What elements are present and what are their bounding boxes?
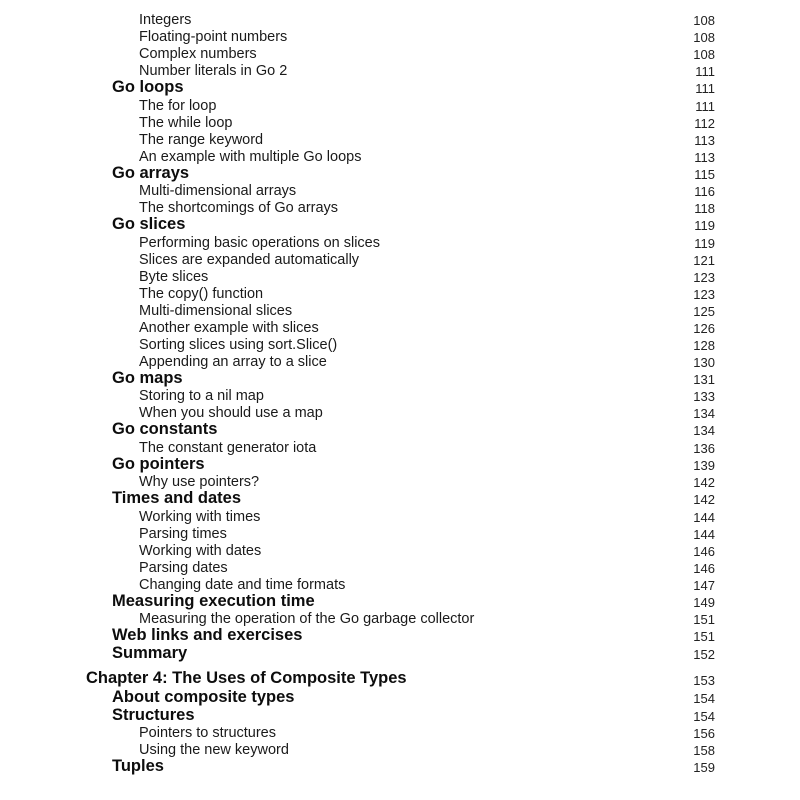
toc-subsection-entry [0,610,800,627]
toc-subsection-entry [0,724,800,741]
toc-entry-page-number: 121 [693,252,715,268]
toc-subsection-entry [0,199,800,216]
toc-entry-title: Slices are expanded automatically [139,251,360,268]
toc-entry-page-number: 123 [693,286,715,302]
toc-subsection-entry [0,439,800,456]
toc-subsection-entry [0,353,800,370]
toc-subsection-entry [0,11,800,28]
toc-entry-page-number: 154 [693,708,715,724]
toc-section-entry [0,707,800,725]
toc-subsection-entry [0,559,800,576]
toc-entry-page-number: 112 [694,115,715,131]
toc-entry-page-number: 115 [694,166,715,182]
toc-subsection-entry [0,62,800,79]
toc-entry-page-number: 119 [694,218,715,233]
toc-subsection-entry [0,336,800,353]
toc-entry-page-number: 111 [695,64,715,79]
toc-subsection-entry [0,268,800,285]
toc-subsection-entry [0,285,800,302]
toc-entry-title: Go pointers [112,454,205,473]
toc-subsection-entry [0,182,800,199]
toc-entry-title: An example with multiple Go loops [139,148,362,165]
toc-section-entry [0,490,800,508]
toc-section-entry [0,627,800,645]
toc-entry-title: Storing to a nil map [139,388,264,404]
toc-subsection-entry [0,319,800,336]
toc-entry-title: Pointers to structures [139,725,276,741]
toc-entry-title: Why use pointers? [139,474,260,490]
toc-entry-page-number: 153 [693,673,715,688]
toc-entry-page-number: 144 [693,526,715,542]
toc-entry-title: Complex numbers [139,46,257,62]
toc-entry-page-number: 156 [693,726,715,741]
toc-entry-title: Changing date and time formats [139,576,346,593]
toc-entry-page-number: 126 [693,320,715,336]
toc-entry-page-number: 159 [693,760,715,775]
toc-entry-title: The while loop [139,114,233,131]
toc-subsection-entry [0,302,800,319]
toc-section-entry [0,216,800,234]
toc-entry-page-number: 111 [695,81,715,96]
toc-section-entry [0,758,800,776]
toc-entry-title: Floating-point numbers [139,29,288,45]
toc-subsection-entry [0,576,800,593]
toc-entry-title: Chapter 4: The Uses of Composite Types [86,669,407,687]
toc-entry-page-number: 149 [693,594,715,610]
toc-entry-title: Tuples [112,757,164,775]
toc-entry-title: Structures [112,705,195,724]
toc-entry-page-number: 147 [693,577,715,593]
toc-subsection-entry [0,114,800,131]
toc-entry-page-number: 134 [693,406,715,421]
toc-entry-title: The copy() function [139,285,264,302]
toc-subsection-entry [0,131,800,148]
toc-entry-page-number: 136 [693,440,715,456]
toc-entry-title: Parsing times [139,525,227,542]
toc-entry-page-number: 154 [693,691,715,706]
toc-entry-title: Multi-dimensional slices [139,302,293,319]
toc-entry-page-number: 108 [693,13,715,28]
toc-entry-title: Web links and exercises [112,626,303,644]
toc-entry-title: The range keyword [139,131,264,148]
toc-entry-page-number: 108 [693,30,715,45]
toc-entry-title: The shortcomings of Go arrays [139,200,339,216]
toc-entry-page-number: 152 [693,646,715,662]
toc-section-entry [0,165,800,183]
toc-entry-title: The for loop [139,97,217,114]
toc-section-entry [0,593,800,611]
toc-subsection-entry [0,387,800,404]
toc-subsection-entry [0,508,800,525]
toc-entry-title: Performing basic operations on slices [139,234,380,251]
toc-entry-page-number: 116 [694,184,715,199]
toc-entry-title: Sorting slices using sort.Slice() [139,336,338,353]
toc-entry-title: Go arrays [112,163,190,182]
toc-entry-title: The constant generator iota [139,439,317,456]
table-of-contents [0,11,800,776]
toc-section-entry [0,79,800,97]
toc-entry-title: Go constants [112,420,218,438]
toc-entry-title: Multi-dimensional arrays [139,183,297,199]
toc-entry-title: Byte slices [139,268,209,285]
toc-entry-title: Go maps [112,368,183,387]
toc-entry-page-number: 158 [693,743,715,758]
toc-subsection-entry [0,473,800,490]
toc-subsection-entry [0,525,800,542]
toc-chapter-entry [0,670,800,689]
toc-entry-page-number: 151 [693,612,715,627]
toc-entry-page-number: 146 [693,543,715,559]
toc-entry-title: Appending an array to a slice [139,353,327,370]
toc-entry-page-number: 108 [693,47,715,62]
toc-entry-page-number: 119 [694,235,715,251]
toc-entry-page-number: 130 [693,354,715,370]
toc-entry-title: Times and dates [112,489,241,507]
toc-entry-page-number: 146 [693,560,715,576]
toc-entry-page-number: 142 [693,475,715,490]
toc-subsection-entry [0,28,800,45]
toc-entry-page-number: 123 [693,269,715,285]
toc-subsection-entry [0,251,800,268]
toc-entry-title: Number literals in Go 2 [139,63,288,79]
toc-subsection-entry [0,404,800,421]
toc-entry-title: Working with times [139,508,261,525]
toc-subsection-entry [0,148,800,165]
toc-subsection-entry [0,234,800,251]
toc-entry-page-number: 128 [693,337,715,353]
toc-entry-page-number: 118 [694,201,715,216]
toc-section-entry [0,689,800,707]
toc-section-entry [0,370,800,388]
toc-entry-page-number: 113 [694,149,715,165]
toc-entry-title: Measuring the operation of the Go garbage collector [139,611,475,627]
toc-entry-title: About composite types [112,688,295,706]
toc-entry-page-number: 133 [693,389,715,404]
toc-entry-title: Summary [112,643,188,662]
toc-entry-title: Go loops [112,78,184,96]
toc-entry-title: Working with dates [139,542,262,559]
toc-entry-title: When you should use a map [139,405,323,421]
toc-subsection-entry [0,97,800,114]
toc-section-entry [0,456,800,474]
toc-entry-title: Integers [139,12,192,28]
toc-section-entry [0,645,800,663]
toc-entry-page-number: 131 [693,371,715,387]
toc-subsection-entry [0,45,800,62]
toc-entry-page-number: 113 [694,132,715,148]
toc-subsection-entry [0,741,800,758]
toc-entry-page-number: 142 [693,492,715,507]
toc-entry-title: Parsing dates [139,559,228,576]
toc-subsection-entry [0,542,800,559]
toc-entry-title: Go slices [112,215,186,233]
toc-entry-page-number: 151 [693,629,715,644]
toc-entry-title: Measuring execution time [112,591,315,610]
toc-entry-title: Another example with slices [139,319,319,336]
toc-entry-page-number: 144 [693,509,715,525]
toc-entry-page-number: 139 [693,457,715,473]
toc-entry-page-number: 134 [693,423,715,438]
toc-section-entry [0,421,800,439]
toc-entry-page-number: 125 [693,303,715,319]
toc-entry-page-number: 111 [695,98,715,114]
toc-entry-title: Using the new keyword [139,742,289,758]
